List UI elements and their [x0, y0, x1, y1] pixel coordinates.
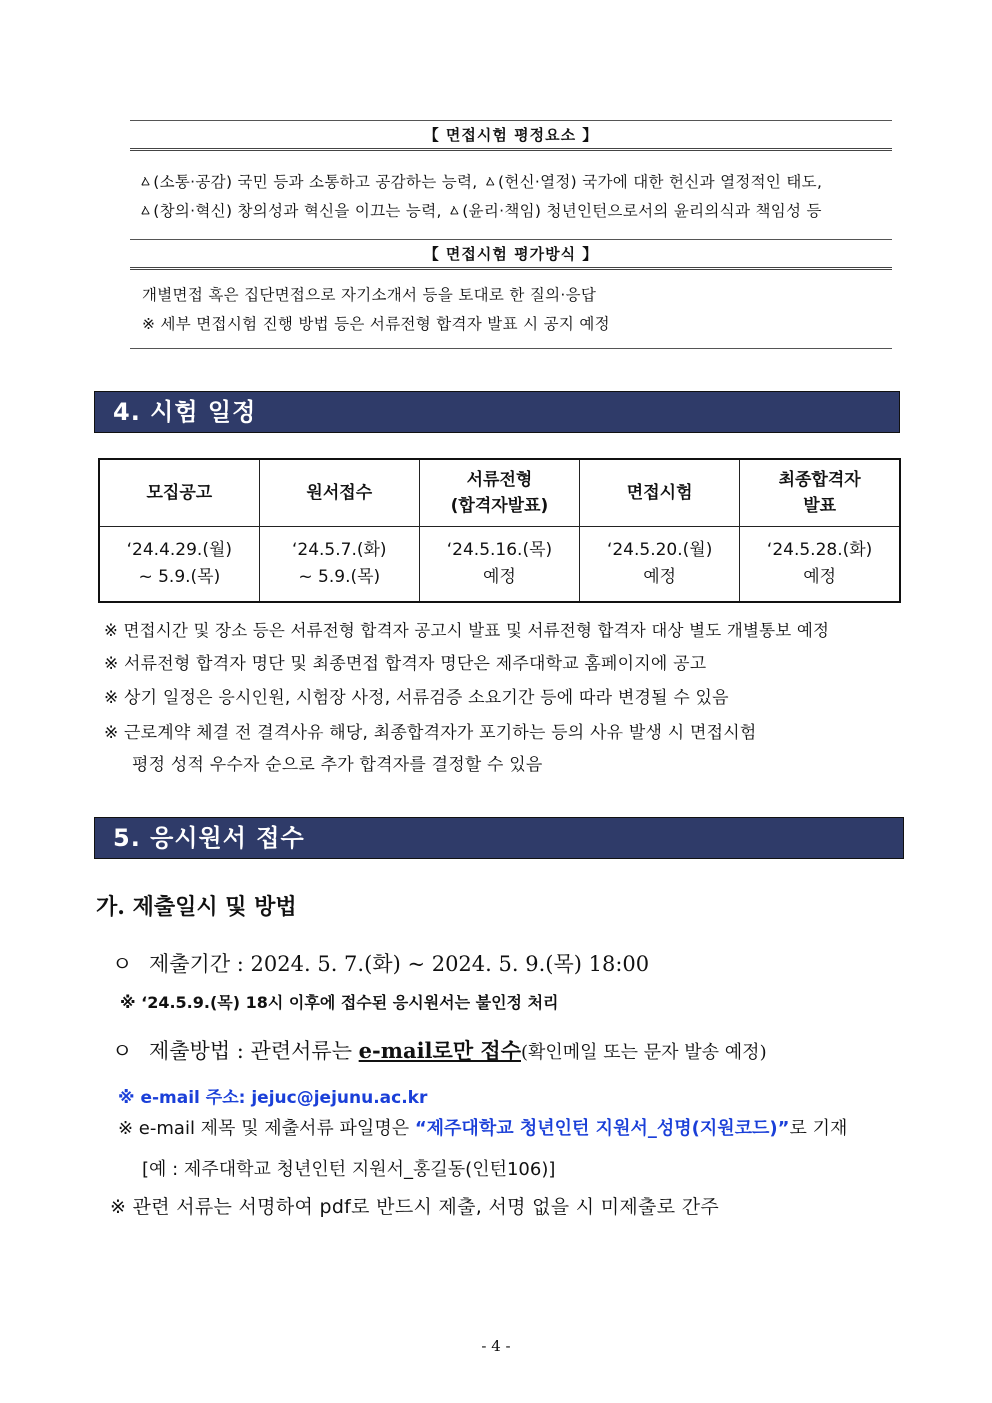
subheading-submission: 가. 제출일시 및 방법 — [96, 894, 297, 920]
page-number: - 4 - — [481, 1337, 511, 1355]
eval-box-title: 【 면접시험 평정요소 】 — [423, 126, 599, 144]
schedule-note-4: ※ 근로계약 체결 전 결격사유 해당, 최종합격자가 포기하는 등의 사유 발생 시 면접시험 — [104, 723, 757, 743]
schedule-cell: ‘24.5.28.(화) 예정 — [740, 527, 900, 603]
schedule-note-3: ※ 상기 일정은 응시인원, 시험장 사정, 서류검증 소요기간 등에 따라 변경될 수 있음 — [104, 688, 729, 708]
method-box-top-rule — [130, 239, 892, 240]
schedule-note-1: ※ 면접시간 및 장소 등은 서류전형 합격자 공고시 발표 및 서류전형 합격자 대상 별도 개별통보 예정 — [104, 621, 830, 640]
method-suffix: (확인메일 또는 문자 발송 예정) — [521, 1042, 767, 1063]
eval-box-line-2: ㅿ(창의·혁신) 창의성과 혁신을 이끄는 능력, ㅿ(윤리·책임) 청년인턴으로서의 윤리의식과 책임성 등 — [138, 202, 822, 220]
schedule-header-cell: 원서접수 — [259, 459, 419, 527]
file-note-emphasis: “제주대학교 청년인턴 지원서_성명(지원코드)” — [414, 1118, 790, 1139]
method-box-line-2: ※ 세부 면접시험 진행 방법 등은 서류전형 합격자 발표 시 공지 예정 — [142, 315, 610, 333]
schedule-header-cell: 모집공고 — [99, 459, 259, 527]
eval-box-line-1: ㅿ(소통·공감) 국민 등과 소통하고 공감하는 능력, ㅿ(헌신·열정) 국가에 대한 헌신과 열정적인 태도, — [138, 173, 823, 191]
schedule-header-cell: 면접시험 — [580, 459, 740, 527]
schedule-cell: ‘24.5.20.(월) 예정 — [580, 527, 740, 603]
schedule-cell: ‘24.5.16.(목) 예정 — [419, 527, 579, 603]
file-name-note — [118, 1114, 847, 1140]
method-box-line-1: 개별면접 혹은 집단면접으로 자기소개서 등을 토대로 한 질의·응답 — [142, 286, 597, 304]
method-box-title-rule — [130, 267, 892, 270]
section-5-header: 5. 응시원서 접수 — [94, 817, 904, 859]
schedule-header-cell: 서류전형 (합격자발표) — [419, 459, 579, 527]
bullet-icon: ㅇ — [112, 1039, 133, 1063]
schedule-data-row — [99, 527, 900, 603]
schedule-table — [98, 458, 901, 603]
period-note: ※ ‘24.5.9.(목) 18시 이후에 접수된 응시원서는 불인정 처리 — [120, 993, 559, 1012]
file-note-suffix: 로 기재 — [789, 1118, 848, 1139]
method-box-bottom-rule — [130, 348, 892, 349]
schedule-note-4-cont: 평정 성적 우수자 순으로 추가 합격자를 결정할 수 있음 — [132, 755, 543, 775]
bullet-icon: ㅇ — [112, 952, 133, 976]
method-prefix: 제출방법 : 관련서류는 — [148, 1039, 359, 1063]
schedule-cell: ‘24.4.29.(월) ~ 5.9.(목) — [99, 527, 259, 603]
period-text: 제출기간 : 2024. 5. 7.(화) ~ 2024. 5. 9.(목) 18:00 — [148, 952, 650, 976]
schedule-header-cell: 최종합격자 발표 — [740, 459, 900, 527]
schedule-note-2: ※ 서류전형 합격자 명단 및 최종면접 합격자 명단은 제주대학교 홈페이지에 공고 — [104, 654, 707, 674]
schedule-header-row — [99, 459, 900, 527]
email-address-note: ※ e-mail 주소: jejuc@jejunu.ac.kr — [118, 1088, 428, 1108]
period-line — [112, 948, 649, 978]
method-line — [112, 1035, 767, 1065]
method-emphasis: e-mail로만 접수 — [358, 1038, 521, 1063]
schedule-cell: ‘24.5.7.(화) ~ 5.9.(목) — [259, 527, 419, 603]
file-name-example: [예 : 제주대학교 청년인턴 지원서_홍길동(인턴106)] — [142, 1159, 556, 1180]
eval-box-top-rule — [130, 120, 892, 121]
eval-box-title-rule — [130, 148, 892, 151]
file-note-prefix: ※ e-mail 제목 및 제출서류 파일명은 — [118, 1118, 415, 1139]
section-4-header: 4. 시험 일정 — [94, 391, 900, 433]
signature-note: ※ 관련 서류는 서명하여 pdf로 반드시 제출, 서명 없을 시 미제출로 간주 — [110, 1196, 720, 1218]
method-box-title: 【 면접시험 평가방식 】 — [423, 245, 599, 263]
